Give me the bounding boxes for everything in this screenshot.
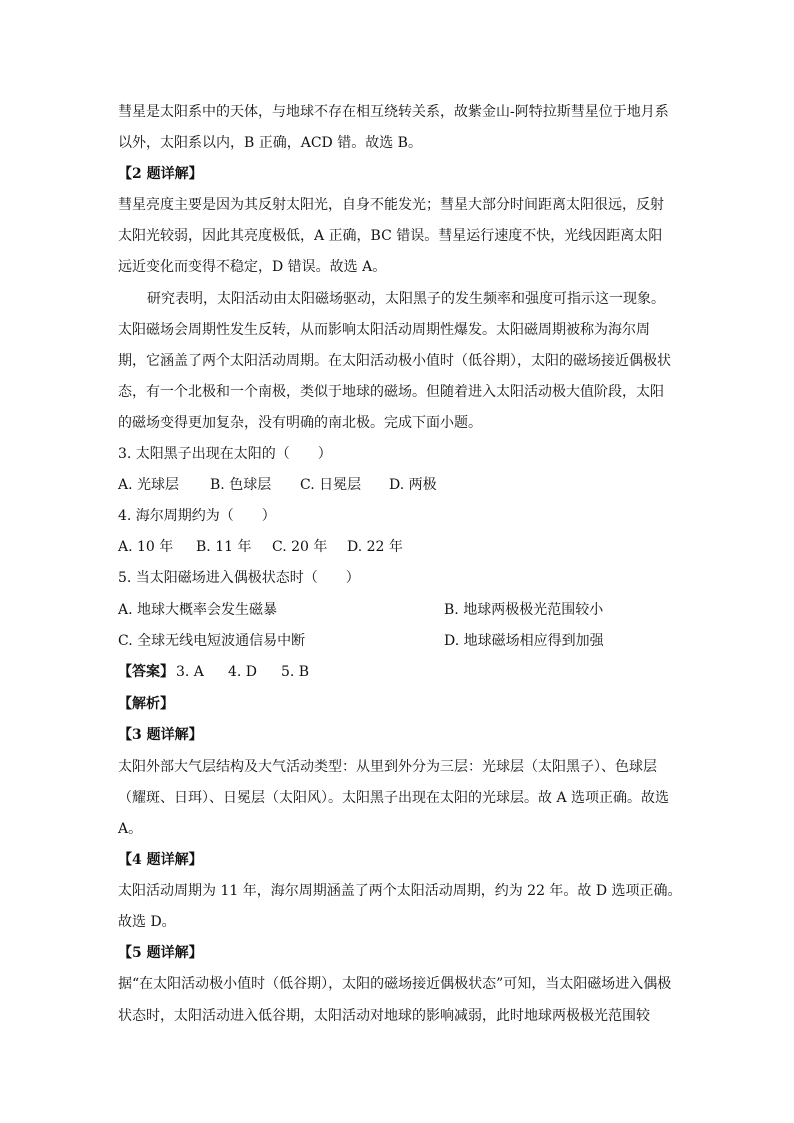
q5-detail-line-1: 据“在太阳活动极小值时（低谷期），太阳的磁场接近偶极状态”可知，当太阳磁场进入偶极 [118, 976, 672, 992]
answer-label: 【答案】 [118, 664, 174, 680]
passage-line-4: 态，有一个北极和一个南极，类似于地球的磁场。但随着进入太阳活动极大值阶段，太阳 [118, 384, 664, 400]
q5-option-d: D. 地球磁场相应得到加强 [444, 633, 604, 649]
q3-detail-line-3: A。 [118, 821, 143, 837]
q5-option-a: A. 地球大概率会发生磁暴 [118, 602, 278, 618]
passage-line-1: 研究表明，太阳活动由太阳磁场驱动，太阳黑子的发生频率和强度可指示这一现象。 [147, 291, 665, 307]
q5-detail-heading: 【5 题详解】 [118, 945, 203, 961]
q2-explanation-line-2: 太阳光较弱，因此其亮度极低，A 正确，BC 错误。彗星运行速度不快，光线因距离太阳 [118, 228, 663, 244]
q2-explanation-line-3: 远近变化而变得不稳定，D 错误。故选 A。 [118, 259, 387, 275]
analysis-heading: 【解析】 [118, 696, 174, 712]
q4-detail-line-2: 故选 D。 [118, 914, 176, 930]
passage-line-5: 的磁场变得更加复杂，没有明确的南北极。完成下面小题。 [118, 415, 482, 431]
q4-option-b: B. 11 年 [196, 539, 252, 555]
q4-option-c: C. 20 年 [272, 539, 328, 555]
q4-option-a: A. 10 年 [118, 539, 174, 555]
q3-option-b: B. 色球层 [210, 477, 272, 493]
q2-explanation-line-1: 彗星亮度主要是因为其反射太阳光，自身不能发光；彗星大部分时间距离太阳很远，反射 [118, 197, 664, 213]
passage-line-2: 太阳磁场会周期性发生反转，从而影响太阳活动周期性爆发。太阳磁周期被称为海尔周 [118, 322, 650, 338]
q3-option-d: D. 两极 [389, 477, 437, 493]
q5-option-b: B. 地球两极极光范围较小 [444, 602, 604, 618]
q3-option-c: C. 日冕层 [300, 477, 362, 493]
q5-option-c: C. 全球无线电短波通信易中断 [118, 633, 306, 649]
q5-detail-line-2: 状态时，太阳活动进入低谷期，太阳活动对地球的影响减弱，此时地球两极极光范围较 [118, 1008, 650, 1024]
q3-detail-line-2: （耀斑、日珥）、日冕层（太阳风）。太阳黑子出现在太阳的光球层。故 A 选项正确。故选 [118, 790, 670, 806]
q3-option-a: A. 光球层 [118, 477, 180, 493]
q5-stem: 5. 当太阳磁场进入偶极状态时（ ） [118, 570, 360, 586]
q1-explanation-line-1: 彗星是太阳系中的天体，与地球不存在相互绕转关系，故紫金山-阿特拉斯彗星位于地月系 [118, 104, 669, 120]
q1-explanation-line-2: 以外，太阳系以内，B 正确，ACD 错。故选 B。 [118, 135, 422, 151]
q3-detail-line-1: 太阳外部大气层结构及大气活动类型：从里到外分为三层：光球层（太阳黑子）、色球层 [118, 759, 657, 775]
answer-q4: 4. D [228, 664, 258, 680]
q4-detail-heading: 【4 题详解】 [118, 852, 203, 868]
q4-detail-line-1: 太阳活动周期为 11 年，海尔周期涵盖了两个太阳活动周期，约为 22 年。故 D 选项正确。 [118, 883, 682, 899]
passage-line-3: 期，它涵盖了两个太阳活动周期。在太阳活动极小值时（低谷期），太阳的磁场接近偶极状 [118, 353, 671, 369]
q4-stem: 4. 海尔周期约为（ ） [118, 508, 276, 524]
q3-stem: 3. 太阳黑子出现在太阳的（ ） [118, 446, 332, 462]
q2-heading: 【2 题详解】 [118, 166, 203, 182]
q3-detail-heading: 【3 题详解】 [118, 727, 203, 743]
answer-q5: 5. B [281, 664, 310, 680]
q4-option-d: D. 22 年 [347, 539, 403, 555]
answer-q3: 3. A [176, 664, 204, 680]
